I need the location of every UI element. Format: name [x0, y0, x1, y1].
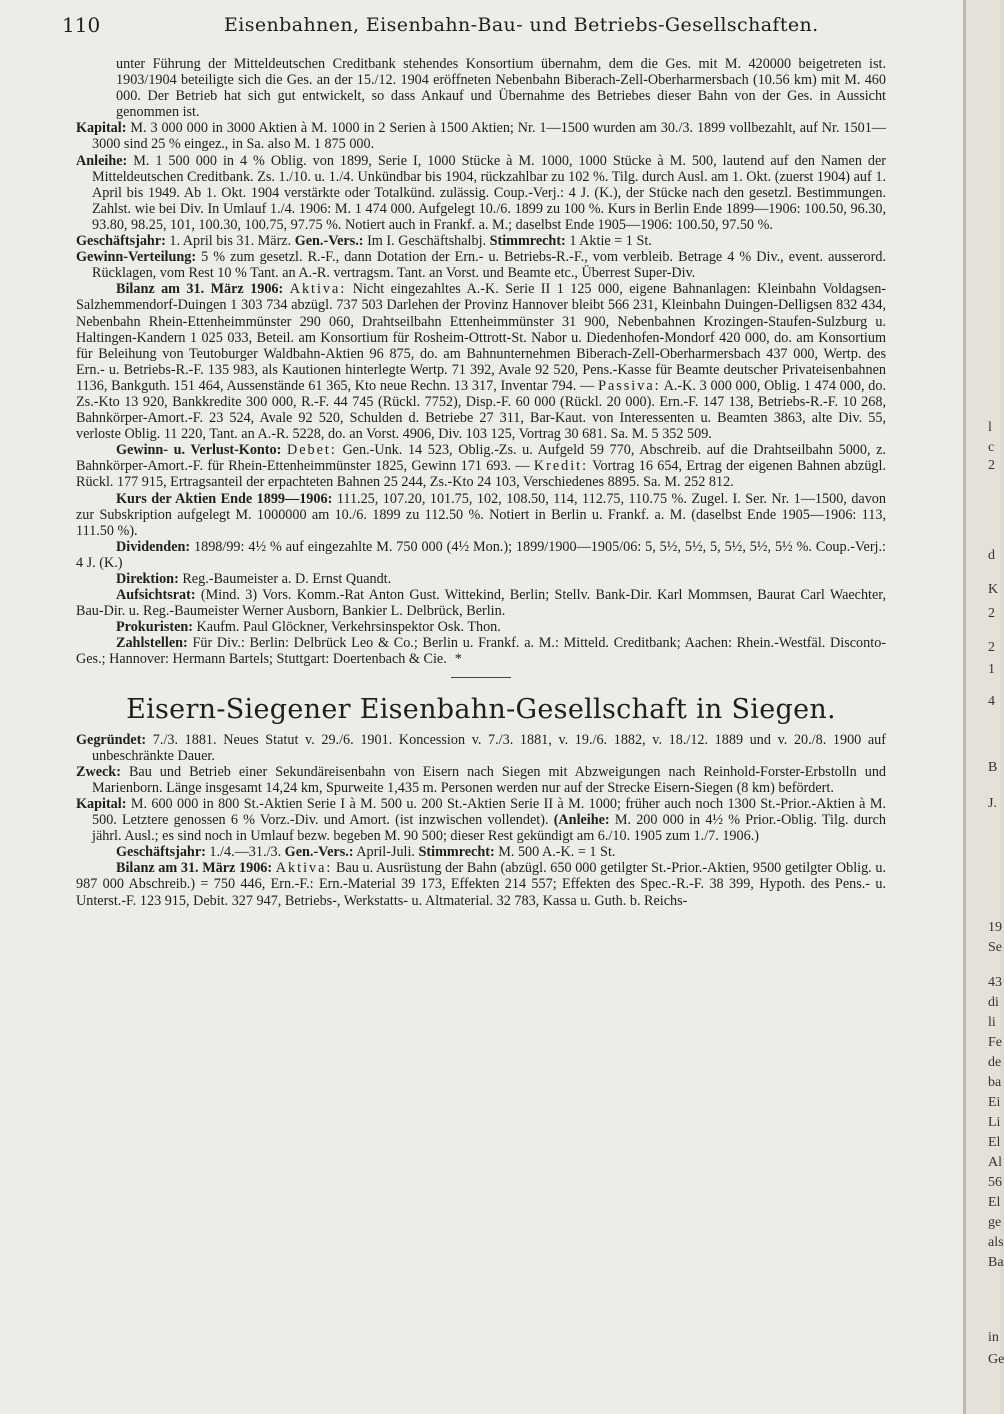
edge-fragment: 4 [988, 694, 995, 709]
section1-anleihe: Anleihe: M. 1 500 000 in 4 % Oblig. von 1899, Serie I, 1000 Stücke à M. 1000, 1000 Stücke à M. 500, lautend auf den Namen der Mitteldeutschen Creditbank. Zs. 1./10. u. 1./4. Unkündbar bis 1904, rückzahlbar zu 102 %. Tilg. durch Ausl. am 1. Okt. (zuerst 1904) auf 1. April bis 1949. Ab 1. Okt. 1904 verstärkte oder Totalkünd. zulässig. Coup.-Verj.: 4 J. (K.), der Stücke nach den gesetzl. Bestimmungen. Zahlst. wie bei Div. In Umlauf 1./4. 1906: M. 1 474 000. Aufgelegt 10./6. 1899 zu 100 %. Kurs in Berlin Ende 1899—1906: 100.50, 96.30, 93.80, 98.25, 101, 100.30, 100.75, 97.75 %. Notiert auch in Frankf. a. M.; daselbst Ende 1905—1906: 100.50, 97.50 %. [76, 152, 887, 233]
edge-fragment: 19 [988, 920, 1002, 935]
edge-fragment: 2 [988, 640, 995, 655]
section1-kapital: Kapital: M. 3 000 000 in 3000 Aktien à M. 1000 in 2 Serien à 1500 Aktien; Nr. 1—1500 wurden am 30./3. 1899 vollbezahlt, auf Nr. 1501—3000 sind 25 % eingez., in Sa. also M. 1 875 000. [76, 120, 886, 153]
edge-fragment: Al [988, 1155, 1002, 1170]
section1-gj-gv-stimm: Geschäftsjahr: 1. April bis 31. März. Gen.-Vers.: Im I. Geschäftshalbj. Stimmrecht: 1 Aktie = 1 St. [76, 233, 652, 250]
edge-fragment: 2 [988, 606, 995, 621]
page-number: 110 [62, 13, 101, 37]
edge-fragment: in [988, 1330, 999, 1345]
edge-fragment: li [988, 1015, 996, 1030]
edge-fragment: 1 [988, 662, 995, 677]
edge-fragment: de [988, 1055, 1002, 1070]
section1-gewinn-verlust: Gewinn- u. Verlust-Konto: Debet: Gen.-Unk. 14 523, Oblig.-Zs. u. Aufgeld 59 770, Abschreib. auf die Drahtseilbahn 5000, z. Bahnkörper-Amort.-F. für Rhein-Ettenheimmünster 1825, Gewinn 171 693. — Kredit: Vortrag 16 654, Ertrag der eigenen Bahnen abzügl. Rückl. 177 915, Ertragsanteil der erpachteten Bahnen 25 244, Zs.-Kto 24 103, Verschiedenes 8895. Sa. M. 252 812. [76, 442, 887, 491]
section2-gegruendet: Gegründet: 7./3. 1881. Neues Statut v. 29./6. 1901. Koncession v. 7./3. 1881, v. 19./6. 1882, v. 18./12. 1889 und v. 20./8. 1900 auf unbeschränkte Dauer. [76, 731, 887, 764]
edge-fragment: 2 [988, 458, 995, 473]
section2-title: Eisern-Siegener Eisenbahn-Gesellschaft in Siegen. [126, 693, 836, 725]
edge-fragment: Fe [988, 1035, 1002, 1050]
edge-fragment: Ge [988, 1352, 1004, 1367]
section1-bilanz: Bilanz am 31. März 1906: Aktiva: Nicht eingezahltes A.-K. Serie II 1 125 000, eigene Bahnanlagen: Kleinbahn Voldagsen-Salzhemmendorf-Duingen 1 303 734 abzügl. 737 503 Darlehen der Provinz Hannover bleibt 566 231, Kleinbahn Duingen-Delligsen 832 434, Nebenbahn Rhein-Ettenheimmünster 290 060, Drahtseilbahn Ettenheimmünster 31 900, Nebenbahnen Krozingen-Staufen-Sulzburg u. Haltingen-Kandern 1 025 033, Beteil. am Konsortium für Rosheim-Ottrott-St. Nabor u. Diedenhofen-Mondorf 420 000, do. am Konsortium für Beleihung von Teutoburger Waldbahn-Aktien 96 875, do. am Bahnunternehmen Biberach-Zell-Oberharmersbach 437 000, Wertp. des Ern.- u. Betriebs-R.-F. 135 983, als Kautionen hinterlegte Wertp. 71 392, Avale 92 520, Pens.-Kasse für Beamte deutscher Privateisenbahnen 1136, Bankguth. 151 464, Aussenstände 61 365, Kto neue Rechn. 13 317, Inventar 794. — Passiva: A.-K. 3 000 000, Oblig. 1 474 000, do. Zs.-Kto 13 920, Bankkredite 300 000, R.-F. 44 745 (Rückl. 7752), Disp.-F. 60 000 (Rückl. 20 000). Ern.-F. 147 138, Betriebs-R.-F. 10 268, Bahnkörper-Amort.-F. 23 524, Avale 92 520, Schulden d. Betriebe 27 311, Bar-Kaut. von Interessenten u. Beamten 3863, alte Div. 55, verloste Oblig. 11 220, Tant. an A.-R. 5228, do. an Vorst. 4906, Div. 103 125, Vortrag 30 681. Sa. M. 5 352 509. [76, 281, 887, 443]
section2-zweck: Zweck: Bau und Betrieb einer Sekundäreisenbahn von Eisern nach Siegen mit Abzweigungen nach Reinhold-Forster-Erbstolln und Marienborn. Länge insgesamt 14,24 km, Spurweite 1,435 m. Personen werden nur auf der Strecke Eisern-Siegen (8 km) befördert. [76, 763, 887, 796]
edge-fragment: K [988, 582, 999, 597]
section1-direktion: Direktion: Reg.-Baumeister a. D. Ernst Quandt. [116, 571, 392, 587]
edge-fragment: di [988, 995, 999, 1010]
section2-gj-gv-stimm: Geschäftsjahr: 1./4.—31./3. Gen.-Vers.: April-Juli. Stimmrecht: M. 500 A.-K. = 1 St. [116, 844, 616, 861]
edge-fragment: c [988, 440, 995, 455]
edge-fragment: 43 [988, 975, 1002, 990]
page-header [60, 8, 940, 42]
running-title: Eisenbahnen, Eisenbahn-Bau- und Betriebs-Gesellschaften. [224, 14, 819, 36]
edge-fragment: ba [988, 1075, 1002, 1090]
section1-prokuristen: Prokuristen: Kaufm. Paul Glöckner, Verkehrsinspektor Osk. Thon. [116, 619, 501, 636]
footnote-star: * [454, 651, 462, 668]
section1-intro: unter Führung der Mitteldeutschen Creditbank stehendes Konsortium übernahm, dem die Ges. mit M. 420000 beigetreten ist. 1903/1904 beteiligte sich die Ges. an der 15./12. 1904 eröffneten Nebenbahn Biberach-Zell-Oberharmersbach (10.56 km) mit M. 460 000. Der Betrieb hat sich gut entwickelt, so dass Ankauf und Übernahme des Betriebes dieser Bahn von der Ges. in Aussicht genommen ist. [116, 56, 886, 121]
edge-fragment: 56 [988, 1175, 1002, 1190]
edge-fragment: El [988, 1195, 1001, 1210]
edge-fragment: d [988, 548, 995, 563]
section1-gewinn-verteilung: Gewinn-Verteilung: 5 % zum gesetzl. R.-F., dann Dotation der Ern.- u. Betriebs-R.-F., vom verbleib. Betrage 4 % Div., event. ausserord. Rücklagen, vom Rest 10 % Tant. an A.-R. vertragsm. Tant. an Vorst. und Beamte etc., Überrest Super-Div. [76, 249, 886, 282]
text-column [76, 56, 886, 909]
section1-zahlstellen: Zahlstellen: Für Div.: Berlin: Delbrück Leo & Co.; Berlin u. Frankf. a. M.: Mitteld. Creditbank; Aachen: Rhein.-Westfäl. Disconto-Ges.; Hannover: Hermann Bartels; Stuttgart: Doertenbach & Cie. * [76, 635, 887, 668]
edge-fragment: Ba [988, 1255, 1004, 1270]
edge-fragment: J. [988, 796, 997, 811]
section1-kurs: Kurs der Aktien Ende 1899—1906: 111.25, 107.20, 101.75, 102, 108.50, 114, 112.75, 110.75 %. Zugel. I. Ser. Nr. 1—1500, davon zur Subskription aufgelegt M. 1000000 am 10./6. 1899 zu 112.50 %. Notiert in Berlin u. Frankf. a. M. (daselbst Ende 1905—1906: 113, 111.50 %). [76, 490, 886, 539]
edge-fragment: Li [988, 1115, 1001, 1130]
edge-fragment: B [988, 760, 998, 775]
section1-dividenden: Dividenden: 1898/99: 4½ % auf eingezahlte M. 750 000 (4½ Mon.); 1899/1900—1905/06: 5, 5½, 5½, 5, 5½, 5½, 5½ %. Coup.-Verj.: 4 J. (K.) [76, 538, 886, 571]
edge-fragment: El [988, 1135, 1001, 1150]
section2-bilanz: Bilanz am 31. März 1906: Aktiva: Bau u. Ausrüstung der Bahn (abzügl. 650 000 getilgter St.-Prior.-Aktien, 9500 getilgter Oblig. u. 987 000 Abschreib.) = 750 446, Ern.-F.: Ern.-Material 39 173, Effekten 214 557; Effekten des Spec.-R.-F. 38 399, Hypoth. des Pens.- u. Unterst.-F. 123 915, Debit. 327 947, Betriebs-, Werkstatts- u. Altmaterial. 32 783, Kassa u. Guth. b. Reichs- [76, 860, 887, 909]
section1-aufsichtsrat: Aufsichtsrat: (Mind. 3) Vors. Komm.-Rat Anton Gust. Wittekind, Berlin; Stellv. Bank-Dir. Karl Mommsen, Baurat Carl Waechter, Bau-Dir. u. Reg.-Baumeister Werner Ausborn, Bankier L. Delbrück, Berlin. [76, 587, 887, 620]
edge-fragment: ge [988, 1215, 1002, 1230]
adjacent-page-edge [966, 0, 1004, 1414]
edge-fragment: Ei [988, 1095, 1001, 1110]
edge-fragment: als [988, 1235, 1004, 1250]
section-divider [451, 677, 511, 678]
edge-fragment: Se [988, 940, 1002, 955]
section2-kapital: Kapital: M. 600 000 in 800 St.-Aktien Serie I à M. 500 u. 200 St.-Aktien Serie II à M. 1000; früher auch noch 1300 St.-Prior.-Aktien à M. 500. Letztere genossen 6 % Vorz.-Div. und Amort. (ist inzwischen vollendet). (Anleihe: M. 200 000 in 4½ % Prior.-Oblig. Tilg. durch jährl. Ausl.; es sind noch in Umlauf bezw. begeben M. 90 500; dieser Rest gekündigt am 6./10. 1905 zum 1./7. 1906.) [76, 795, 887, 845]
edge-fragment: l [988, 420, 992, 435]
